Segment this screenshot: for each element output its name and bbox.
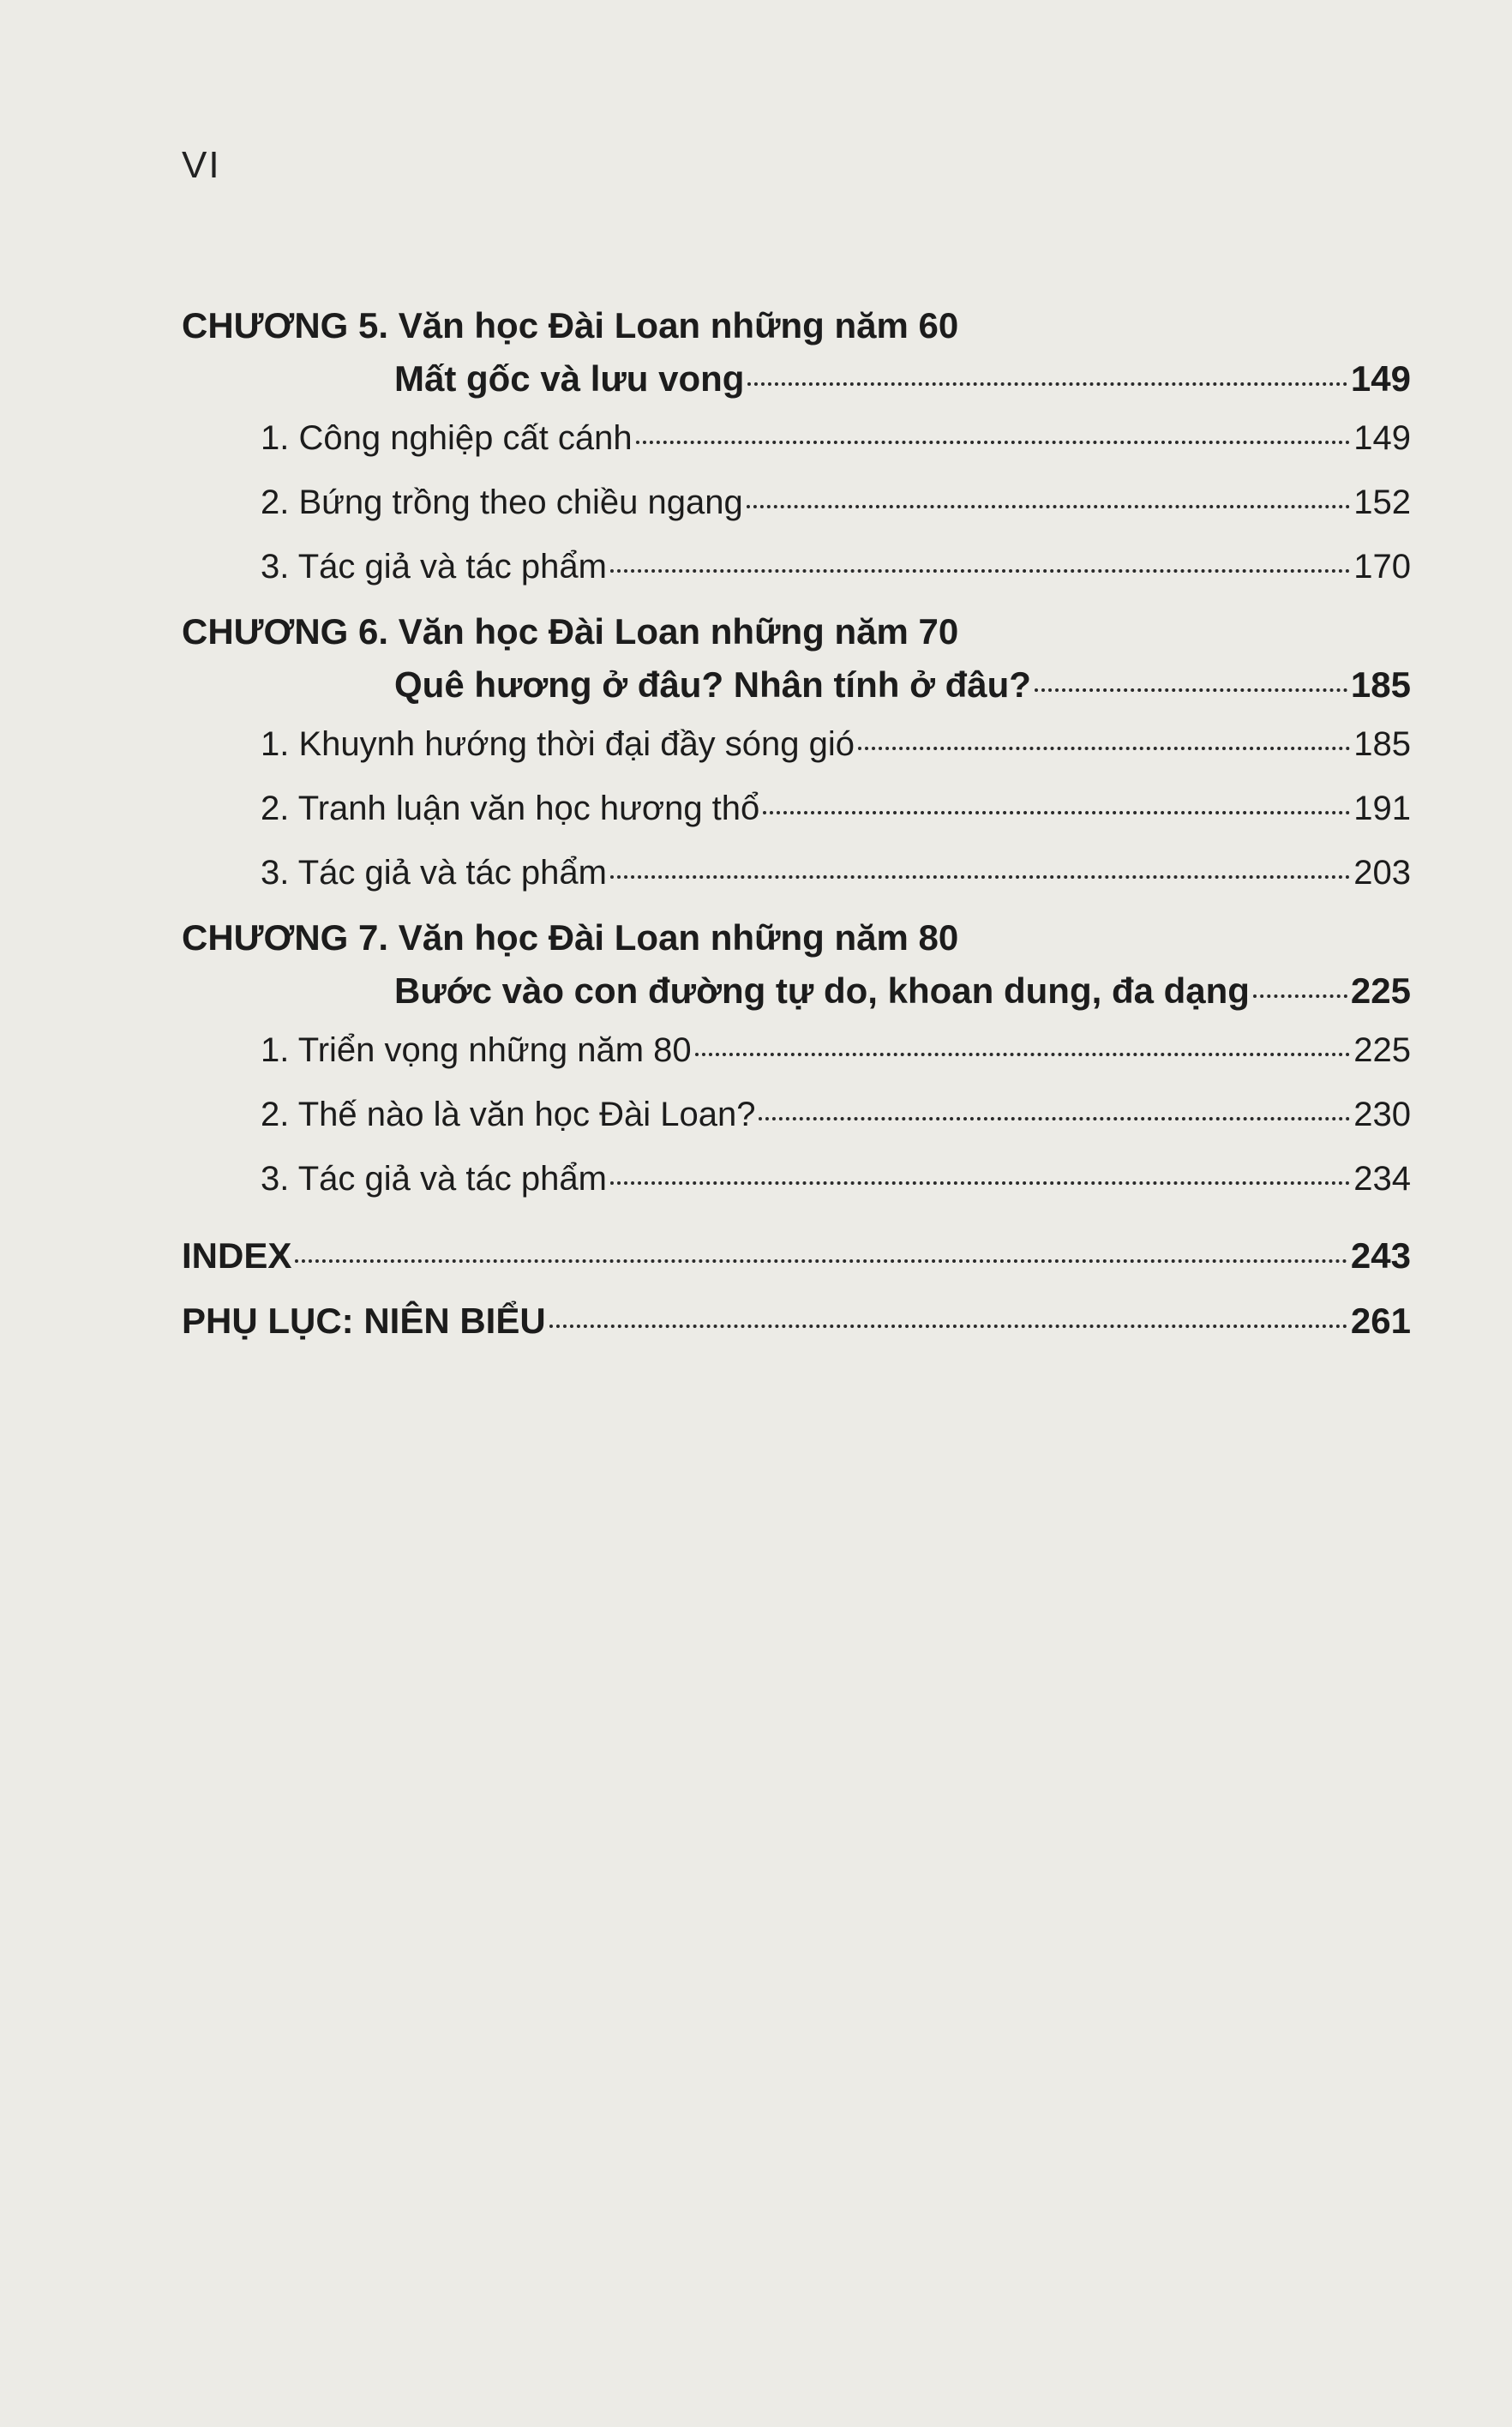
chapter-subtitle-row <box>182 964 1411 1018</box>
chapter-6 <box>182 606 1411 905</box>
entry-page: 230 <box>1353 1096 1411 1133</box>
chapter-heading: CHƯƠNG 6. Văn học Đài Loan những năm 70 <box>182 611 959 652</box>
entry-label: 3. Tác giả và tác phẩm <box>261 854 607 892</box>
entry-label: 3. Tác giả và tác phẩm <box>261 548 607 586</box>
leader-dots <box>763 811 1350 814</box>
leader-dots <box>610 569 1350 573</box>
chapter-heading: CHƯƠNG 5. Văn học Đài Loan những năm 60 <box>182 305 959 345</box>
entry-page: 225 <box>1353 1031 1411 1069</box>
leader-dots <box>759 1117 1350 1120</box>
chapter-page: 225 <box>1350 970 1411 1011</box>
leader-dots <box>636 441 1351 444</box>
chapter-subtitle-row <box>182 658 1411 712</box>
chapter-7 <box>182 912 1411 1211</box>
toc-entry <box>182 535 1411 599</box>
leader-dots <box>610 875 1350 879</box>
toc-entry <box>182 777 1411 841</box>
toc-entry <box>182 1147 1411 1211</box>
entry-label: 1. Công nghiệp cất cánh <box>261 419 633 457</box>
toc-appendix-entry <box>182 1294 1411 1349</box>
chapter-subtitle: Bước vào con đường tự do, khoan dung, đa dạng <box>394 970 1250 1011</box>
appendix-label: PHỤ LỤC: NIÊN BIỂU <box>182 1301 546 1341</box>
leader-dots <box>747 382 1347 386</box>
leader-dots <box>549 1325 1347 1328</box>
chapter-page: 149 <box>1350 358 1411 399</box>
entry-label: 3. Tác giả và tác phẩm <box>261 1160 607 1198</box>
entry-label: 1. Triển vọng những năm 80 <box>261 1031 692 1069</box>
appendix-page: 261 <box>1350 1301 1411 1341</box>
toc-entry <box>182 406 1411 471</box>
entry-label: 2. Tranh luận văn học hương thổ <box>261 790 760 827</box>
leader-dots <box>610 1181 1350 1185</box>
index-page: 243 <box>1350 1235 1411 1276</box>
toc-index-entry <box>182 1218 1411 1294</box>
entry-page: 149 <box>1353 419 1411 457</box>
entry-page: 170 <box>1353 548 1411 586</box>
leader-dots <box>747 505 1350 508</box>
toc-entry <box>182 841 1411 905</box>
chapter-subtitle: Quê hương ở đâu? Nhân tính ở đâu? <box>394 664 1031 705</box>
page-number: VI <box>182 144 221 186</box>
toc-entry <box>182 471 1411 535</box>
chapter-subtitle: Mất gốc và lưu vong <box>394 358 745 399</box>
table-of-contents <box>182 300 1411 1349</box>
entry-label: 2. Bứng trồng theo chiều ngang <box>261 484 743 521</box>
toc-entry <box>182 1018 1411 1083</box>
entry-page: 152 <box>1353 484 1411 521</box>
chapter-5 <box>182 300 1411 599</box>
entry-page: 185 <box>1353 725 1411 763</box>
entry-label: 2. Thế nào là văn học Đài Loan? <box>261 1096 756 1133</box>
chapter-heading: CHƯƠNG 7. Văn học Đài Loan những năm 80 <box>182 917 959 958</box>
entry-page: 234 <box>1353 1160 1411 1198</box>
index-label: INDEX <box>182 1235 292 1276</box>
entry-page: 203 <box>1353 854 1411 892</box>
entry-label: 1. Khuynh hướng thời đại đầy sóng gió <box>261 725 855 763</box>
leader-dots <box>1253 994 1347 998</box>
chapter-page: 185 <box>1350 664 1411 705</box>
leader-dots <box>1035 688 1347 692</box>
toc-entry <box>182 1083 1411 1147</box>
leader-dots <box>695 1053 1351 1056</box>
entry-page: 191 <box>1353 790 1411 827</box>
leader-dots <box>295 1259 1347 1263</box>
leader-dots <box>858 747 1350 750</box>
chapter-subtitle-row <box>182 351 1411 406</box>
toc-entry <box>182 712 1411 777</box>
